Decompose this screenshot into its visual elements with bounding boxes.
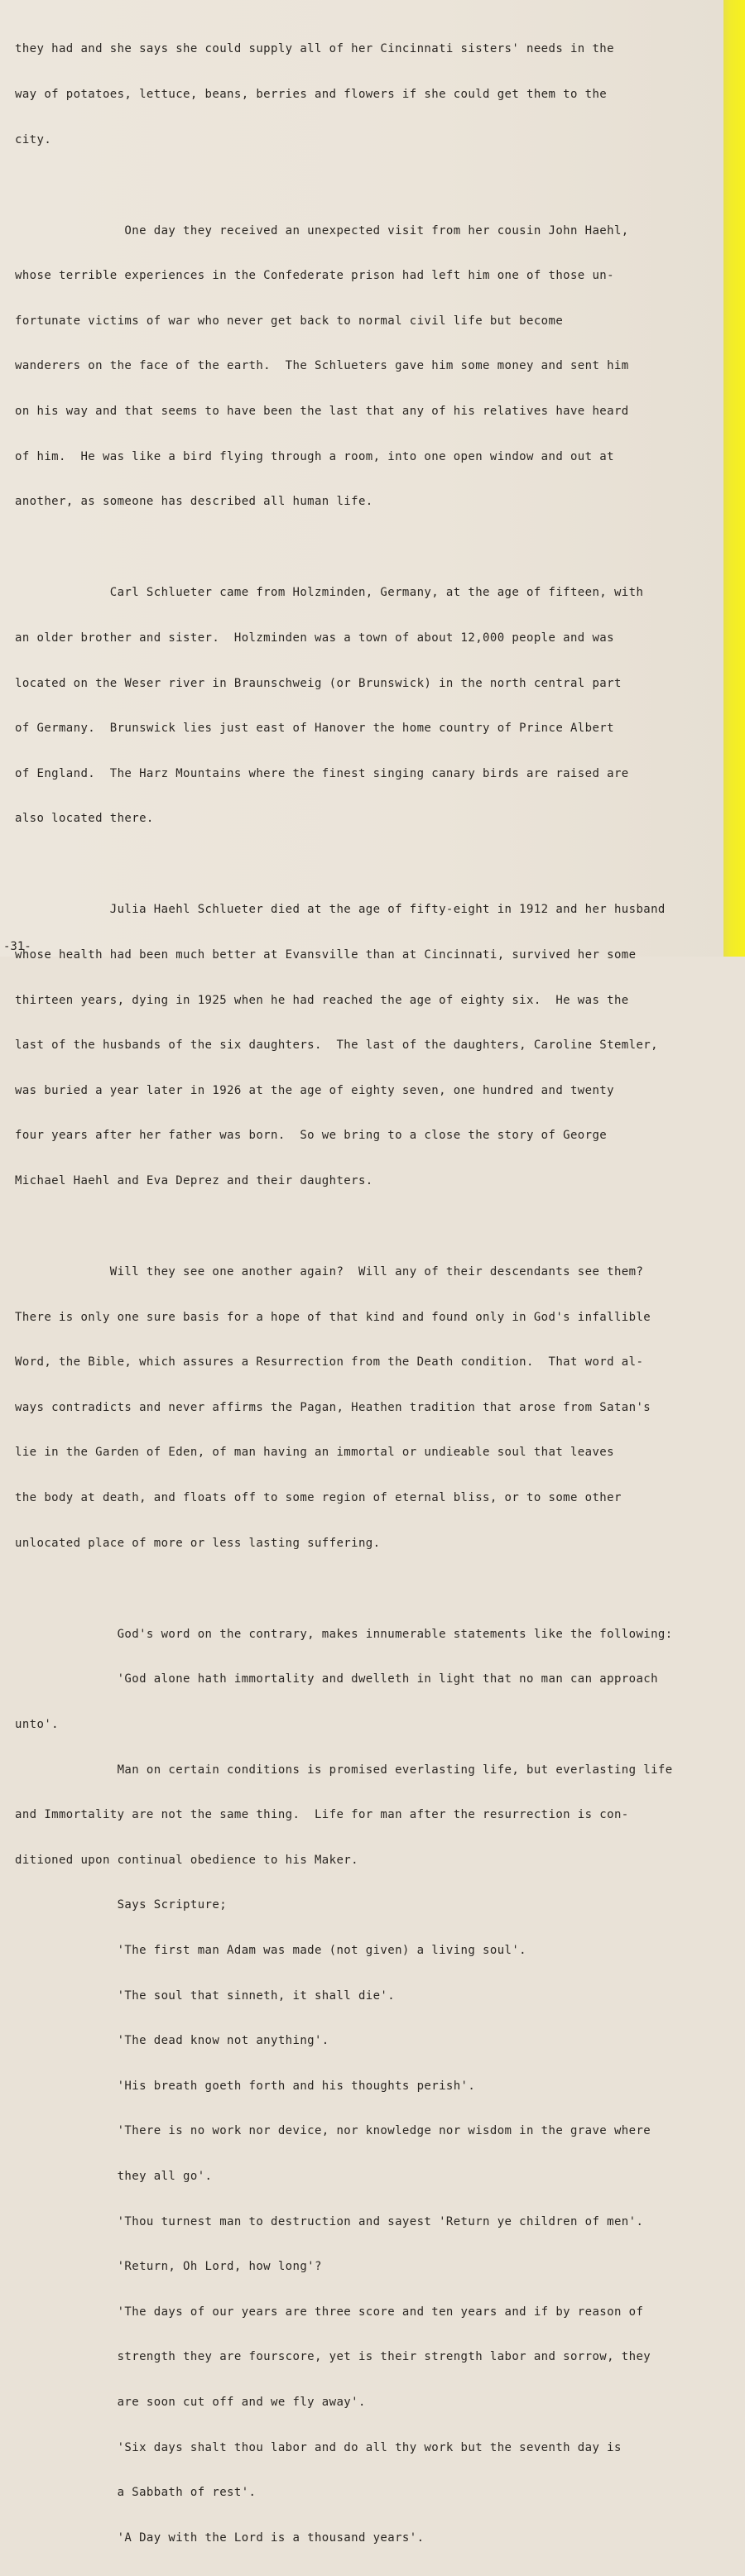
scripture-quote: 'Thou turnest man to destruction and sayest 'Return ye children of men'. <box>15 2214 644 2228</box>
text-line: way of potatoes, lettuce, beans, berries and flowers if she could get them to the <box>15 88 608 102</box>
page-number: -31- <box>3 940 31 953</box>
text-line: ways contradicts and never affirms the Pagan, Heathen tradition that arose from Satan's <box>15 1400 651 1414</box>
scripture-quote: 'There is no work nor device, nor knowledge nor wisdom in the grave where <box>15 2124 651 2138</box>
scripture-quote: 'His breath goeth forth and his thoughts perish'. <box>15 2079 476 2093</box>
paragraph-4 <box>15 872 727 1219</box>
text-line: whose terrible experiences in the Confederate prison had left him one of those un- <box>15 269 614 283</box>
scripture-quote: are soon cut off and we fly away'. <box>15 2396 366 2410</box>
document-body <box>15 12 727 2576</box>
paragraph-5 <box>15 1235 727 1581</box>
text-line: of him. He was like a bird flying through a room, into one open window and out at <box>15 449 614 463</box>
text-line: One day they received an unexpected visit from her cousin John Haehl, <box>15 223 629 237</box>
scripture-quote: 'A Day with the Lord is a thousand years'. <box>15 2530 425 2545</box>
scripture-section <box>15 1596 727 2575</box>
text-line: wanderers on the face of the earth. The Schlueters gave him some money and sent him <box>15 359 629 373</box>
text-line: ditioned upon continual obedience to his Maker. <box>15 1853 358 1867</box>
scripture-quote: 'The dead know not anything'. <box>15 2034 329 2048</box>
text-line: Julia Haehl Schlueter died at the age of fifty-eight in 1912 and her husband <box>15 903 666 917</box>
text-line: God's word on the contrary, makes innumerable statements like the following: <box>15 1627 673 1641</box>
scripture-quote: a Sabbath of rest'. <box>15 2486 257 2500</box>
text-line: another, as someone has described all human life. <box>15 495 373 509</box>
scripture-quote: 'Six days shalt thou labor and do all thy work but the seventh day is <box>15 2440 622 2454</box>
text-line: an older brother and sister. Holzminden was a town of about 12,000 people and was <box>15 631 614 645</box>
text-line: fortunate victims of war who never get back to normal civil life but become <box>15 314 564 328</box>
text-line: last of the husbands of the six daughters. The last of the daughters, Caroline Stemler, <box>15 1039 658 1053</box>
text-line: Says Scripture; <box>15 1898 228 1912</box>
text-line: unlocated place of more or less lasting suffering. <box>15 1536 381 1550</box>
text-line: lie in the Garden of Eden, of man having an immortal or undieable soul that leaves <box>15 1446 614 1460</box>
text-line: 'God alone hath immortality and dwelleth in light that no man can approach <box>15 1672 658 1686</box>
text-line: located on the Weser river in Braunschweig (or Brunswick) in the north central part <box>15 676 622 690</box>
text-line: Michael Haehl and Eva Deprez and their daughters. <box>15 1174 373 1188</box>
text-line: of England. The Harz Mountains where the finest singing canary birds are raised are <box>15 766 629 780</box>
text-line: whose health had been much better at Evansville than at Cincinnati, survived her some <box>15 947 637 962</box>
text-line: four years after her father was born. So we bring to a close the story of George <box>15 1129 608 1143</box>
paragraph-1 <box>15 12 727 177</box>
text-line: on his way and that seems to have been the last that any of his relatives have heard <box>15 405 629 419</box>
text-line: the body at death, and floats off to some region of eternal bliss, or to some other <box>15 1491 622 1505</box>
text-line: also located there. <box>15 812 154 826</box>
text-line: was buried a year later in 1926 at the age of eighty seven, one hundred and twenty <box>15 1083 614 1097</box>
scripture-quote: 'The first man Adam was made (not given) a living soul'. <box>15 1943 527 1957</box>
text-line: unto'. <box>15 1717 59 1731</box>
scripture-quote: 'Return, Oh Lord, how long'? <box>15 2260 322 2274</box>
text-line: they had and she says she could supply all of her Cincinnati sisters' needs in the <box>15 42 614 56</box>
text-line: city. <box>15 132 52 146</box>
text-line: There is only one sure basis for a hope of that kind and found only in God's infallible <box>15 1310 651 1324</box>
text-line: thirteen years, dying in 1925 when he had reached the age of eighty six. He was the <box>15 993 629 1007</box>
text-line: Word, the Bible, which assures a Resurrection from the Death condition. That word al- <box>15 1355 644 1370</box>
scripture-quote: strength they are fourscore, yet is their strength labor and sorrow, they <box>15 2350 651 2364</box>
scripture-quote: 'The soul that sinneth, it shall die'. <box>15 1988 396 2003</box>
paragraph-3 <box>15 555 727 856</box>
paragraph-2 <box>15 193 727 540</box>
text-line: Will they see one another again? Will any of their descendants see them? <box>15 1265 644 1279</box>
text-line: Carl Schlueter came from Holzminden, Germany, at the age of fifteen, with <box>15 586 644 600</box>
scripture-quote: they all go'. <box>15 2170 213 2184</box>
text-line: and Immortality are not the same thing. Life for man after the resurrection is con- <box>15 1808 629 1822</box>
text-line: of Germany. Brunswick lies just east of Hanover the home country of Prince Albert <box>15 722 614 736</box>
text-line: Man on certain conditions is promised everlasting life, but everlasting life <box>15 1763 673 1777</box>
scripture-quote: 'The days of our years are three score and ten years and if by reason of <box>15 2305 644 2319</box>
